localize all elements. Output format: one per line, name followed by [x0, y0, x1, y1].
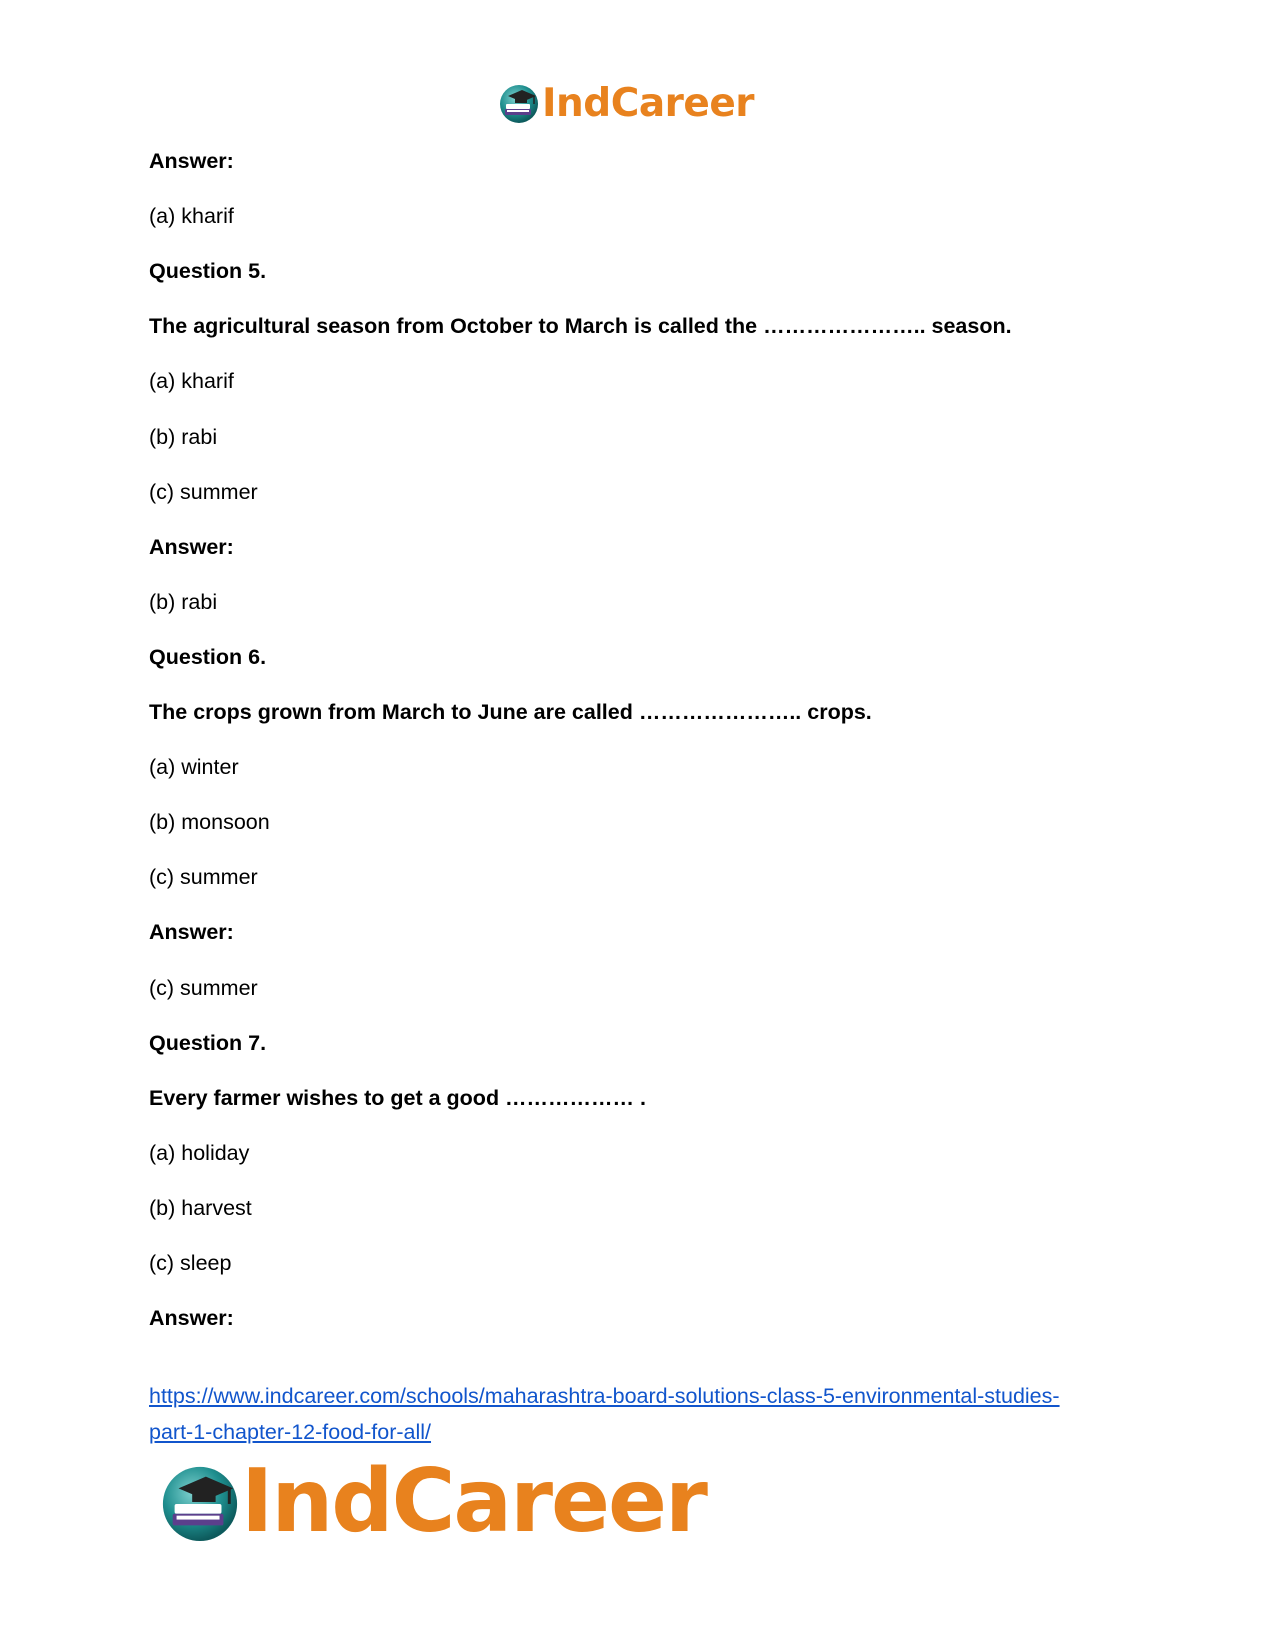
document-line: (a) holiday — [149, 1140, 250, 1165]
document-line: Question 6. — [149, 644, 267, 669]
document-line: Every farmer wishes to get a good ……………… . — [149, 1085, 646, 1110]
document-line: Question 7. — [149, 1030, 267, 1055]
document-line: (b) harvest — [149, 1195, 252, 1220]
document-line: (c) summer — [149, 479, 258, 504]
document-line: (c) summer — [149, 975, 258, 1000]
document-line: Answer: — [149, 534, 234, 559]
document-line: (b) rabi — [149, 589, 218, 614]
document-line: The crops grown from March to June are called ………………….. crops. — [149, 700, 872, 724]
header-logo — [498, 78, 754, 128]
document-line: Answer: — [149, 920, 234, 945]
document-line: (b) rabi — [149, 424, 218, 449]
brand-text: IndCareer — [542, 80, 754, 126]
document-line: (a) winter — [149, 755, 239, 780]
document-line: (b) monsoon — [149, 810, 270, 835]
document-line: (a) kharif — [149, 369, 234, 394]
graduation-book-globe-icon — [498, 82, 540, 124]
document-line: (a) kharif — [149, 204, 234, 229]
document-line: The agricultural season from October to March is called the ………………….. season. — [149, 314, 1012, 339]
source-link-line-1[interactable]: https://www.indcareer.com/schools/maharashtra-board-solutions-class-5-environmental-studies- — [149, 1384, 1060, 1408]
document-line: Answer: — [149, 1306, 234, 1331]
graduation-book-globe-icon — [159, 1461, 241, 1543]
footer-logo — [159, 1450, 706, 1552]
document-line: Answer: — [149, 149, 234, 173]
document-line: Question 5. — [149, 259, 267, 284]
document-line: (c) sleep — [149, 1251, 232, 1275]
source-link[interactable] — [149, 1378, 1149, 1450]
brand-text: IndCareer — [241, 1450, 706, 1552]
source-link-line-2[interactable]: part-1-chapter-12-food-for-all/ — [149, 1420, 432, 1444]
document-line: (c) summer — [149, 865, 258, 890]
